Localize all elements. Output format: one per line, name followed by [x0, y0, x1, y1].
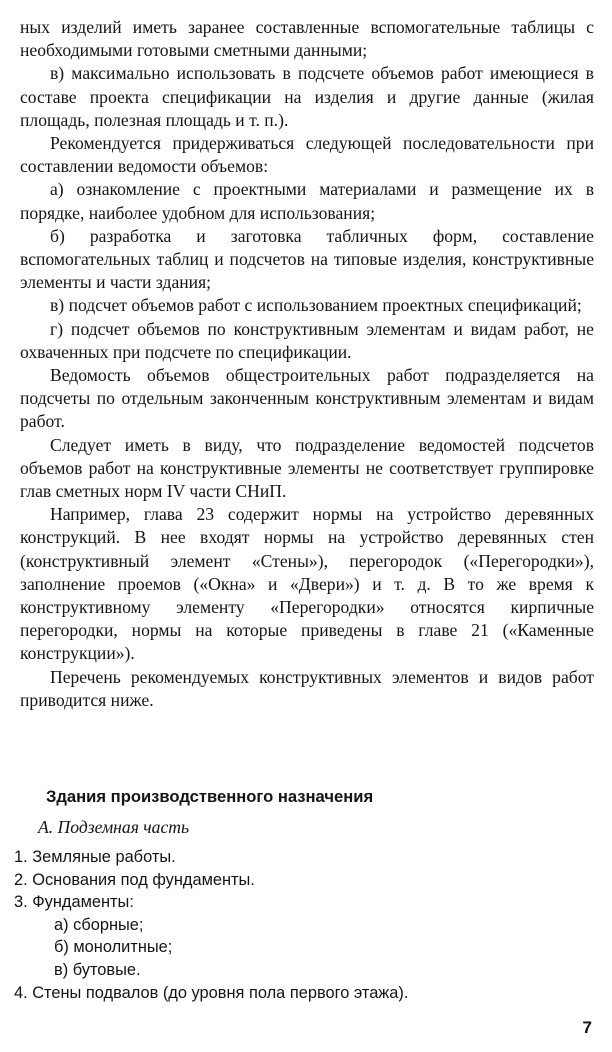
paragraph-2: в) максимально использовать в подсчете объемов работ имеющиеся в составе проекта спецификации на изделия и другие данные (жилая площадь, полезная площадь и т. п.). [20, 63, 594, 130]
work-list [14, 846, 604, 1004]
paragraph-8: Ведомость объемов общестроительных работ подразделяется на подсчеты по отдельным законченным конструктивным элементам и видам работ. [20, 365, 594, 432]
page-number: 7 [582, 1018, 592, 1037]
list-item: 2. Основания под фундаменты. [14, 870, 255, 889]
list-subitem: в) бутовые. [54, 960, 141, 979]
paragraph-5: б) разработка и заготовка табличных форм, составление вспомогательных таблиц и подсчетов на типовые изделия, конструктивные элементы и части здания; [20, 225, 594, 293]
paragraph-4: а) ознакомление с проектными материалами и размещение их в порядке, наиболее удобном для использования; [20, 179, 594, 223]
list-subitem: а) сборные; [54, 915, 144, 934]
section-title: Здания производственного назначения [46, 787, 374, 806]
list-item: 3. Фундаменты: [14, 893, 134, 912]
paragraph-9: Следует иметь в виду, что подразделение ведомостей подсчетов объемов работ на конструктивные элементы не соответствует группировке глав сметных норм IV части СНиП. [20, 434, 594, 502]
body-text [20, 16, 594, 712]
list-item: 4. Стены подвалов (до уровня пола первого этажа). [14, 983, 409, 1002]
list-item: 1. Земляные работы. [14, 848, 176, 866]
list-subitem: б) монолитные; [54, 938, 173, 957]
paragraph-7: г) подсчет объемов по конструктивным элементам и видам работ, не охваченных при подсчете по спецификации. [20, 318, 594, 362]
paragraph-10: Например, глава 23 содержит нормы на устройство деревянных конструкций. В нее входят нормы на устройство деревянных стен (конструктивный элемент «Стены»), перегородок («Перегородки»), заполнение проемов («Окна» и «Двери») и т. д. В то же время к конструктивному элементу «Перегородки» относятся кирпичные перегородки, нормы на которые приведены в главе 21 («Каменные конструкции»). [20, 504, 594, 664]
paragraph-6: в) подсчет объемов работ с использованием проектных спецификаций; [50, 295, 582, 316]
paragraph-11: Перечень рекомендуемых конструктивных элементов и видов работ приводится ниже. [20, 666, 594, 710]
paragraph-3: Рекомендуется придерживаться следующей последовательности при составлении ведомости объемов: [20, 133, 594, 177]
paragraph-1: ных изделий иметь заранее составленные вспомогательные таблицы с необходимыми готовыми сметными данными; [20, 17, 594, 61]
subsection-title: А. Подземная часть [38, 817, 189, 837]
